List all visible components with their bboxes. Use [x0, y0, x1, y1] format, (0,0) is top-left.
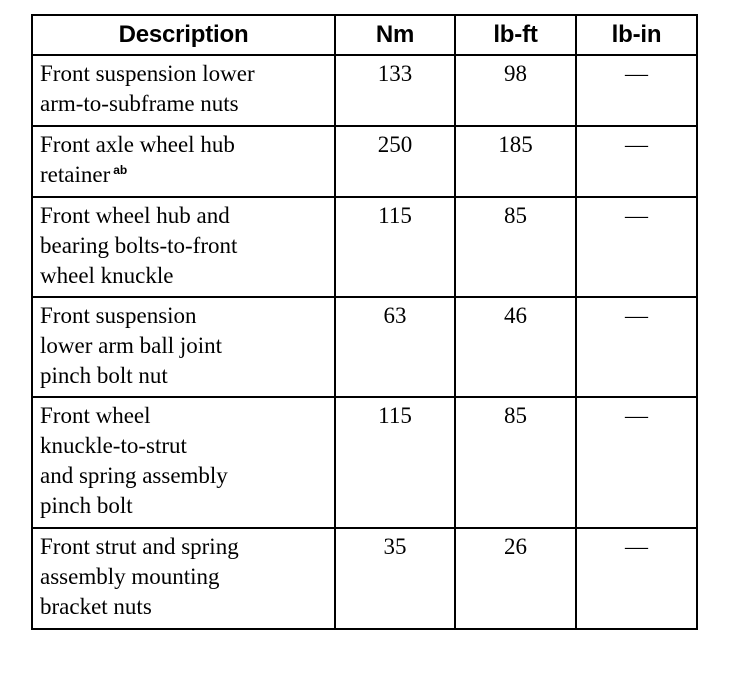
- description-line: assembly mounting: [40, 564, 220, 589]
- description-cell: [32, 126, 335, 197]
- lb-ft-value: 46: [455, 297, 576, 397]
- footnote-marker: ab: [113, 163, 128, 177]
- description-line: Front suspension lower: [40, 61, 255, 86]
- lb-ft-value: 85: [455, 397, 576, 528]
- table-row: [32, 126, 697, 197]
- table-row: [32, 297, 697, 397]
- description-cell: [32, 397, 335, 528]
- description-line: Front strut and spring: [40, 534, 239, 559]
- lb-ft-value: 185: [455, 126, 576, 197]
- header-lb-in: lb-in: [576, 15, 697, 55]
- description-line: knuckle-to-strut: [40, 433, 187, 458]
- lb-in-value: —: [576, 126, 697, 197]
- nm-value: 250: [335, 126, 455, 197]
- description-line: and spring assembly: [40, 463, 228, 488]
- nm-value: 115: [335, 397, 455, 528]
- description-line: pinch bolt nut: [40, 363, 168, 388]
- description-line: arm-to-subframe nuts: [40, 91, 239, 116]
- header-lb-ft: lb-ft: [455, 15, 576, 55]
- description-line: Front wheel hub and: [40, 203, 230, 228]
- description-line: lower arm ball joint: [40, 333, 223, 358]
- description-line: wheel knuckle: [40, 263, 174, 288]
- description-line: Front suspension: [40, 303, 197, 328]
- lb-in-value: —: [576, 297, 697, 397]
- description-cell: [32, 55, 335, 126]
- lb-ft-value: 98: [455, 55, 576, 126]
- lb-ft-value: 26: [455, 528, 576, 629]
- description-line: bearing bolts-to-front: [40, 233, 238, 258]
- nm-value: 133: [335, 55, 455, 126]
- description-cell: [32, 297, 335, 397]
- description-cell: [32, 197, 335, 297]
- table-row: [32, 397, 697, 528]
- description-cell: [32, 528, 335, 629]
- lb-in-value: —: [576, 197, 697, 297]
- nm-value: 63: [335, 297, 455, 397]
- lb-ft-value: 85: [455, 197, 576, 297]
- nm-value: 115: [335, 197, 455, 297]
- lb-in-value: —: [576, 397, 697, 528]
- nm-value: 35: [335, 528, 455, 629]
- description-line: bracket nuts: [40, 594, 152, 619]
- torque-specification-table: [31, 14, 698, 630]
- header-row: [32, 15, 697, 55]
- lb-in-value: —: [576, 528, 697, 629]
- table-row: [32, 197, 697, 297]
- table-row: [32, 55, 697, 126]
- description-line: Front axle wheel hub: [40, 132, 235, 157]
- description-line: Front wheel: [40, 403, 151, 428]
- header-description: Description: [32, 15, 335, 55]
- header-nm: Nm: [335, 15, 455, 55]
- table-row: [32, 528, 697, 629]
- table-body: [32, 55, 697, 629]
- lb-in-value: —: [576, 55, 697, 126]
- description-line: retainer: [40, 162, 111, 187]
- description-line: pinch bolt: [40, 493, 133, 518]
